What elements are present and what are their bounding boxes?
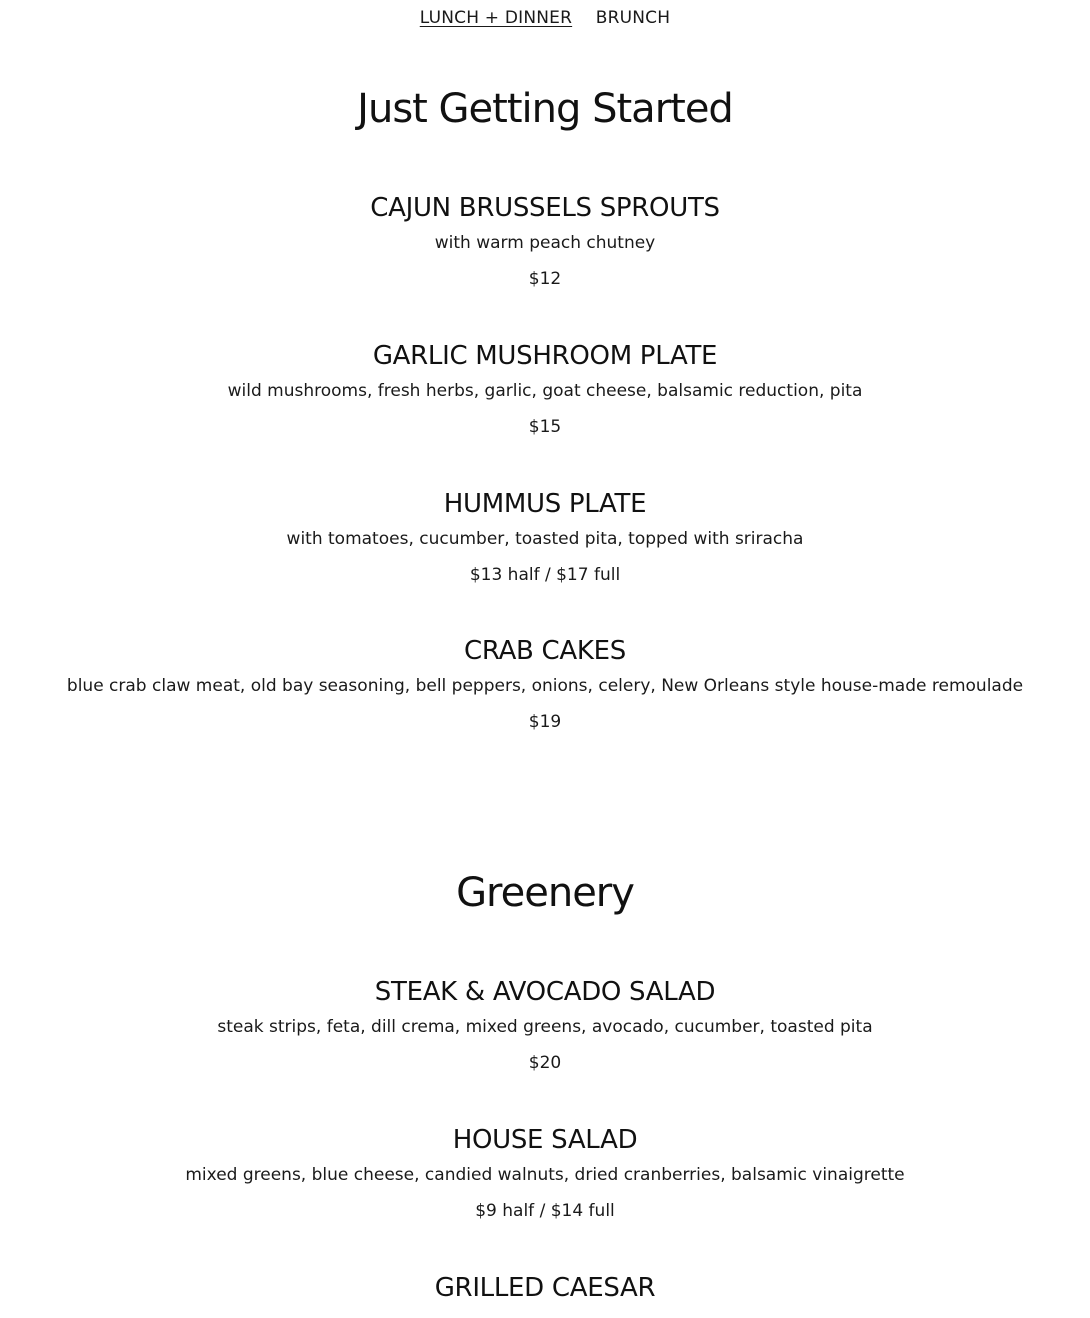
menu-item	[0, 488, 1090, 586]
section-title: Greenery	[456, 870, 634, 916]
item-price: $15	[528, 417, 562, 437]
item-name: HUMMUS PLATE	[443, 489, 647, 519]
item-description: wild mushrooms, fresh herbs, garlic, goat cheese, balsamic reduction, pita	[227, 381, 863, 401]
item-name: GARLIC MUSHROOM PLATE	[372, 341, 718, 371]
item-price: $9 half / $14 full	[475, 1201, 615, 1221]
item-description: with tomatoes, cucumber, toasted pita, topped with sriracha	[286, 529, 804, 549]
section-title: Just Getting Started	[357, 86, 733, 132]
item-description: mixed greens, blue cheese, candied walnuts, dried cranberries, balsamic vinaigrette	[185, 1165, 905, 1185]
item-price: $20	[528, 1053, 562, 1073]
menu-item	[0, 1124, 1090, 1222]
menu-item	[0, 1272, 1090, 1304]
item-description: with warm peach chutney	[434, 233, 656, 253]
menu-item	[0, 192, 1090, 290]
section-greenery	[0, 870, 1090, 916]
section-just-getting-started	[0, 86, 1090, 132]
item-name: CRAB CAKES	[464, 636, 626, 666]
menu-item	[0, 635, 1090, 733]
item-description: blue crab claw meat, old bay seasoning, bell peppers, onions, celery, New Orleans style house-made remoulade	[66, 676, 1024, 696]
tab-lunch-dinner[interactable]: LUNCH + DINNER	[419, 8, 573, 28]
item-description: steak strips, feta, dill crema, mixed greens, avocado, cucumber, toasted pita	[217, 1017, 873, 1037]
item-price: $12	[528, 269, 562, 289]
item-price: $13 half / $17 full	[469, 565, 621, 585]
menu-item	[0, 340, 1090, 438]
item-name: GRILLED CAESAR	[434, 1273, 656, 1303]
menu-tabs	[0, 8, 1090, 28]
item-price: $19	[528, 712, 562, 732]
item-name: CAJUN BRUSSELS SPROUTS	[370, 193, 720, 223]
tab-brunch[interactable]: BRUNCH	[595, 8, 671, 28]
menu-item	[0, 976, 1090, 1074]
item-name: STEAK & AVOCADO SALAD	[374, 977, 716, 1007]
item-name: HOUSE SALAD	[452, 1125, 638, 1155]
